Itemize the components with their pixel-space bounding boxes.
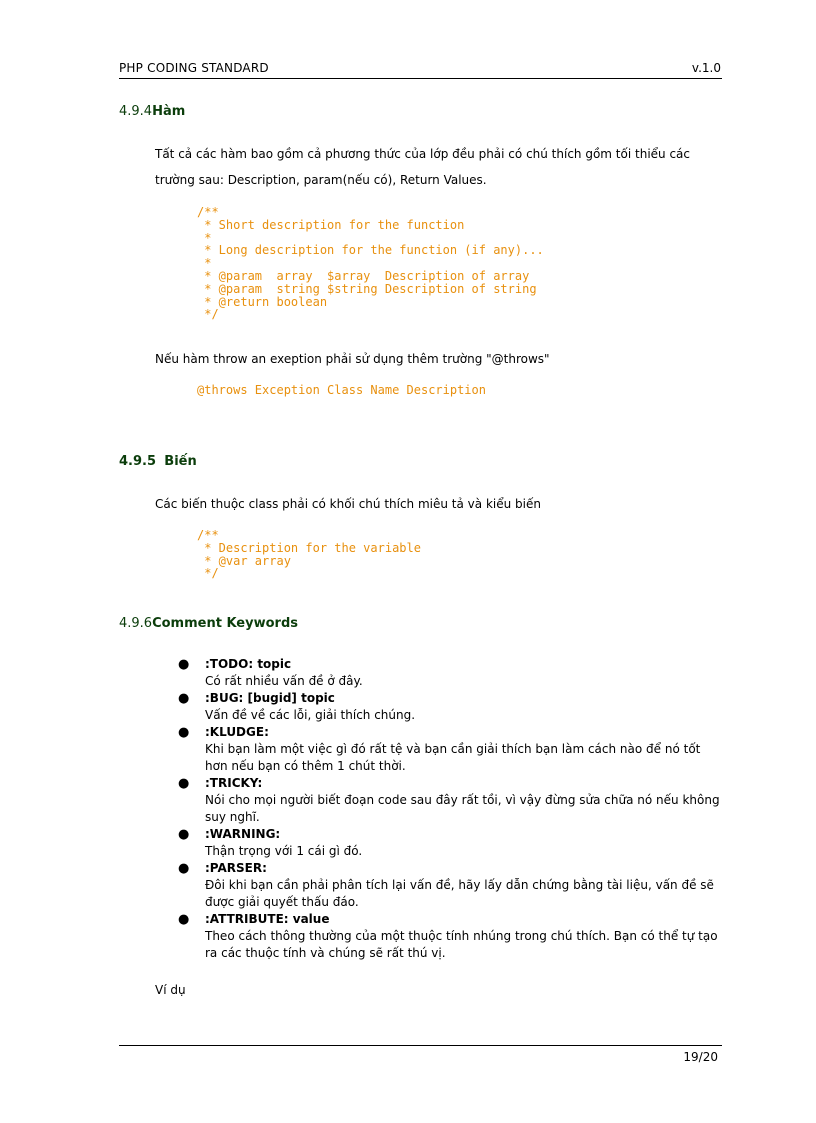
bullet-icon: ● <box>178 861 190 876</box>
section-number: 4.9.5 <box>119 454 157 469</box>
list-item <box>178 826 723 860</box>
comment-keywords-list <box>178 656 723 962</box>
throws-paragraph: Nếu hàm throw an exeption phải sử dụng thêm trường "@throws" <box>155 352 550 366</box>
keyword-name: :WARNING: <box>205 827 281 841</box>
list-item <box>178 860 723 911</box>
keyword-name: :TRICKY: <box>205 776 263 790</box>
keyword-name: :ATTRIBUTE: value <box>205 912 330 926</box>
header-version: v.1.0 <box>691 61 721 75</box>
function-paragraph <box>155 141 715 193</box>
header-rule <box>119 78 722 79</box>
bullet-icon: ● <box>178 776 190 791</box>
section-heading-4-9-5 <box>119 454 197 469</box>
bullet-icon: ● <box>178 912 190 927</box>
keyword-name: :PARSER: <box>205 861 267 875</box>
list-item <box>178 690 723 724</box>
section-heading-4-9-6 <box>119 616 298 631</box>
function-docblock-code: /** * Short description for the function * * Long description for the function (if any)... * * @param array $array Description of array * @param string $string Description of string * @return boolean */ <box>197 205 544 322</box>
list-item <box>178 911 723 962</box>
list-item <box>178 775 723 826</box>
bullet-icon: ● <box>178 725 190 740</box>
page-number: 19/20 <box>683 1050 718 1064</box>
keyword-description: Thận trọng với 1 cái gì đó. <box>205 844 363 858</box>
list-item <box>178 656 723 690</box>
keyword-description: Vấn đề về các lỗi, giải thích chúng. <box>205 708 416 722</box>
keyword-name: :KLUDGE: <box>205 725 269 739</box>
function-paragraph-line-2: trường sau: Description, param(nếu có), Return Values. <box>155 173 487 187</box>
variable-paragraph: Các biến thuộc class phải có khối chú thích miêu tả và kiểu biến <box>155 497 541 511</box>
section-number: 4.9.6 <box>119 616 153 631</box>
variable-docblock-code: /** * Description for the variable * @var array */ <box>197 528 421 581</box>
section-number: 4.9.4 <box>119 104 153 119</box>
section-title: Biến <box>164 454 197 469</box>
keyword-description: Có rất nhiều vấn đề ở đây. <box>205 674 363 688</box>
keyword-description: Đôi khi bạn cần phải phân tích lại vấn đề, hãy lấy dẫn chứng bằng tài liệu, vấn đề sẽ được giải quyết thấu đáo. <box>205 878 714 909</box>
bullet-icon: ● <box>178 657 190 672</box>
bullet-icon: ● <box>178 827 190 842</box>
list-item <box>178 724 723 775</box>
example-label: Ví dụ <box>155 983 186 997</box>
keyword-description: Theo cách thông thường của một thuộc tính nhúng trong chú thích. Bạn có thể tự tạo ra các thuộc tính và chúng sẽ rất thú vị. <box>205 929 718 960</box>
throws-code: @throws Exception Class Name Description <box>197 383 486 397</box>
keyword-description: Khi bạn làm một việc gì đó rất tệ và bạn cần giải thích bạn làm cách nào để nó tốt hơn nếu bạn có thêm 1 chút thời. <box>205 742 701 773</box>
section-title: Comment Keywords <box>152 616 298 631</box>
section-heading-4-9-4 <box>119 104 185 119</box>
keyword-description: Nói cho mọi người biết đoạn code sau đây rất tồi, vì vậy đừng sửa chữa nó nếu không suy nghĩ. <box>205 793 720 824</box>
footer-rule <box>119 1045 722 1046</box>
bullet-icon: ● <box>178 691 190 706</box>
keyword-name: :TODO: topic <box>205 657 292 671</box>
keyword-name: :BUG: [bugid] topic <box>205 691 335 705</box>
section-title: Hàm <box>152 104 186 119</box>
header-title: PHP CODING STANDARD <box>119 61 269 75</box>
function-paragraph-line-1: Tất cả các hàm bao gồm cả phương thức của lớp đều phải có chú thích gồm tối thiểu các <box>155 147 691 161</box>
